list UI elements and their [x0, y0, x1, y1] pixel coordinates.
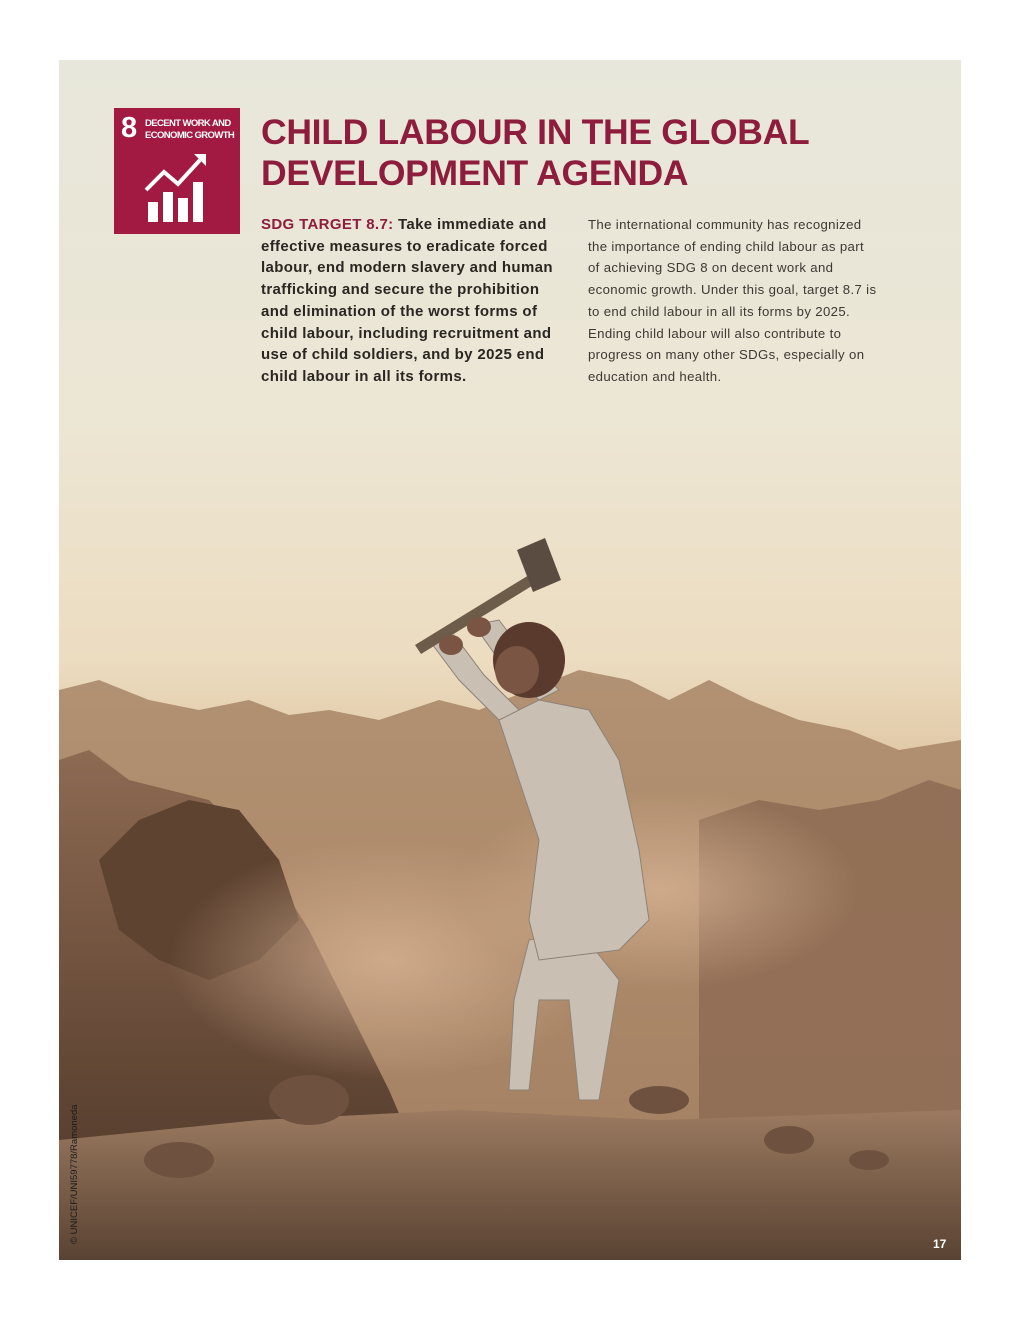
sdg-number: 8: [121, 112, 137, 144]
sdg-label: [145, 118, 237, 142]
title-line-1: CHILD LABOUR IN THE GLOBAL: [261, 112, 810, 152]
sdg-target-paragraph: [261, 214, 561, 388]
sdg-label-line-1: DECENT WORK AND: [145, 118, 231, 129]
sdg-label-line-2: ECONOMIC GROWTH: [145, 130, 235, 141]
sdg-8-badge: [114, 108, 240, 234]
title-line-2: DEVELOPMENT AGENDA: [261, 153, 689, 193]
sdg-target-label: SDG TARGET 8.7:: [261, 216, 394, 233]
photo-credit: © UNICEF/UNI59778/Ramoneda: [69, 1104, 80, 1244]
sdg-target-text: Take immediate and effective measures to eradicate forced labour, end modern slavery and human trafficking and secure the prohibition and elimination of the worst forms of child labour, including recruitment and use of child soldiers, and by 2025 end child labour in all its forms.: [261, 216, 553, 385]
growth-chart-icon: [144, 152, 208, 222]
page-title: [261, 112, 921, 194]
page-number: 17: [933, 1237, 947, 1251]
body-paragraph: The international community has recognized the importance of ending child labour as part of achieving SDG 8 on decent work and economic growth. Under this goal, target 8.7 is to end child labour in all its forms by 2025. Ending child labour will also contribute to progress on many other SDGs, especially on education and health.: [588, 217, 877, 384]
